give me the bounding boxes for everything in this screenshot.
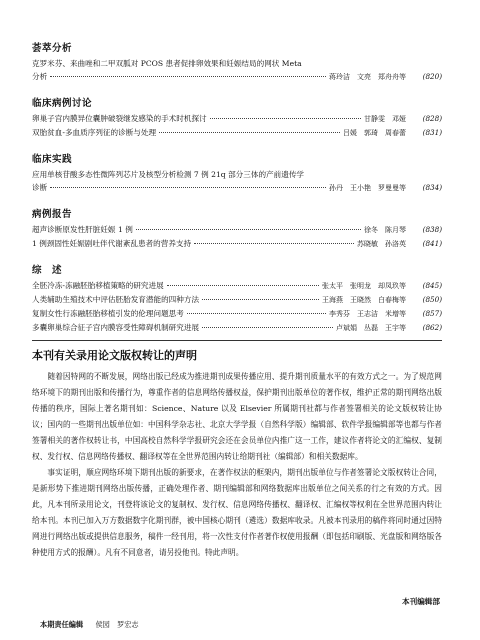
notice-paragraph-1: 随着因特网的不断发展，网络出版已经成为推进期刊成果传播应用、提升期刊质量水平的有效方式之一。为了规范网络环境下的期刊出版和传播行为，尊重作者的信息网络传播权益，保护期刊出版单位的著作权，维护正常的期刊网络出版传播的秩序，国际上著名期刊如：Science、Nature 以及 Elsevier 所属期刊社都与作者签署相关的论文版权转让协议；国内的一些期刊出版单位如：中国科学杂志社、北京大学学报（自然科学版）编辑部、软件学报编辑部等也都与作者签署相关的著作权转让书，中国高校自然科学学报研究会还在会员单位内推广这一工作，建议作者将论文的汇编权、复制权、发行权、信息网络传播权、翻译权等在全世界范围内转让给期刊社（编辑部）和相关数据库。 xyxy=(32,372,442,461)
toc-entry-title: 诊断 xyxy=(32,183,48,192)
toc-entry-title: 克罗米芬、来曲唑和二甲双胍对 PCOS 患者促排卵效果和妊娠结局的网状 Meta xyxy=(32,59,302,68)
notice-paragraph-2: 事实证明，顺应网络环境下期刊出版的新要求，在著作权法的框架内，期刊出版单位与作者签署论文版权转让合同，是新形势下推进期刊网络出版传播，正确处理作者、期刊编辑部和网络数据库出版单位之间关系的行之有效的方式。因此，凡本刊所录用论文，刊登将该论文的复制权、发行权、信息网络传播权、翻译权、汇编权等权利在全世界范围内转让给本刊。本刊已加入万方数据数字化期刊群，被中国核心期刊（遴选）数据库收录。凡被本刊录用的稿件将同时通过因特网进行网络出版或提供信息服务，稿件一经刊用，将一次性支付作者著作权使用报酬（即包括印刷版、光盘版和网络版各种使用方式的报酬）。凡有不同意者，请另投他刊。特此声明。 xyxy=(32,468,442,557)
toc-entry-authors: 吕媛 郭琦 周春蕾 xyxy=(343,129,406,137)
toc-entry-title: 双胎贫血-多血质序列征的诊断与处理 xyxy=(32,128,157,137)
toc-leader-dots xyxy=(167,285,319,286)
toc-entry-authors: 卢斌娟 丛磊 王宇等 xyxy=(336,324,406,332)
toc-entry-title: 分析 xyxy=(32,72,48,81)
toc-entry xyxy=(32,57,442,84)
notice-title: 本刊有关录用论文版权转让的声明 xyxy=(32,349,197,362)
toc-entry-page: (834) xyxy=(422,183,442,192)
copyright-notice xyxy=(32,347,442,561)
toc-entry-line xyxy=(32,57,442,70)
toc-entry xyxy=(32,293,442,307)
toc-entry-title: 多囊卵巢综合征子宫内膜容受性障碍机制研究进展 xyxy=(32,323,200,332)
toc-leader-dots xyxy=(50,187,326,188)
toc-entry-line xyxy=(32,126,442,140)
toc-leader-dots xyxy=(202,327,333,328)
toc-entry-page: (850) xyxy=(422,295,442,304)
toc-section xyxy=(32,262,442,335)
toc-section-title: 病例报告 xyxy=(32,209,73,220)
toc-entry-page: (862) xyxy=(422,323,442,332)
toc-entry-title: 1 例颈固性妊娠剧吐伴代谢紊乱患者的营养支持 xyxy=(32,239,192,248)
toc-leader-dots xyxy=(50,76,326,77)
toc-entry-line xyxy=(32,279,442,293)
toc-entry-authors: 苏晓敏 孙洛英 xyxy=(357,240,406,248)
toc-entry-page: (838) xyxy=(422,225,442,234)
toc-entry xyxy=(32,279,442,293)
toc-entry-authors: 孙丹 王小艳 罗曼曼等 xyxy=(329,184,406,192)
toc-entry xyxy=(32,307,442,321)
toc-leader-dots xyxy=(202,299,319,300)
toc-entry-line xyxy=(32,293,442,307)
toc-section-title: 荟萃分析 xyxy=(32,43,73,54)
toc-entry xyxy=(32,168,442,195)
toc-entry-page: (828) xyxy=(422,114,442,123)
toc-leader-dots xyxy=(210,118,361,119)
toc-entry-authors: 张太平 张明龙 却凤玖等 xyxy=(322,282,406,290)
toc-entry-authors: 王海燕 王晓然 白春梅等 xyxy=(322,296,406,304)
toc-entry-authors: 徐冬 陈月琴 xyxy=(364,226,406,234)
toc-entry-line xyxy=(32,321,442,335)
toc-entry-line xyxy=(32,70,442,84)
toc-entry-page: (841) xyxy=(422,239,442,248)
toc-entry-line xyxy=(32,223,442,237)
toc-section xyxy=(32,151,442,195)
toc-leader-dots xyxy=(136,229,361,230)
footer-editor-label: 本期责任编辑 xyxy=(40,620,84,629)
toc-section-title: 临床病例讨论 xyxy=(32,98,93,109)
toc-entry xyxy=(32,321,442,335)
toc-entry xyxy=(32,237,442,251)
toc-leader-dots xyxy=(194,243,354,244)
footer-editor-names: 侯园 罗宏志 xyxy=(95,620,139,629)
toc-entry-title: 超声诊断原发性肝脏妊娠 1 例 xyxy=(32,225,133,234)
toc-entry xyxy=(32,112,442,126)
toc-entry-title: 全胚冷冻-冻融胚胎移植策略的研究进展 xyxy=(32,281,164,290)
toc-entry-authors: 甘静雯 邓娅 xyxy=(364,115,406,123)
toc-entry-title: 复制女性行冻融胚胎移植引发的伦理问题思考 xyxy=(32,309,184,318)
toc-entry-line xyxy=(32,168,442,181)
toc-entry-authors: 李秀芬 王志洁 米增等 xyxy=(329,310,406,318)
toc-entry-page: (831) xyxy=(422,128,442,137)
toc-entry-authors: 蒋玲洁 文亮 郑舟舟等 xyxy=(329,73,406,81)
toc-section xyxy=(32,206,442,251)
toc-entry-title: 应用单核苷酸多态性微阵列芯片及核型分析检测 7 例 21q 部分三体的产前遗传学 xyxy=(32,170,305,179)
toc-entry-line xyxy=(32,307,442,321)
toc-entry-line xyxy=(32,112,442,126)
toc-entry-page: (857) xyxy=(422,309,442,318)
toc-entry-line xyxy=(32,237,442,251)
toc-entry-title: 人类辅助生殖技术中评估胚胎发育潜能的四种方法 xyxy=(32,295,200,304)
toc-section-title: 综 述 xyxy=(32,265,63,276)
toc-section xyxy=(32,95,442,140)
toc-entry xyxy=(32,223,442,237)
toc-leader-dots xyxy=(187,313,326,314)
toc-section-title: 临床实践 xyxy=(32,154,73,165)
page-footer xyxy=(40,620,139,630)
toc-entry-page: (820) xyxy=(422,72,442,81)
toc-entry-page: (845) xyxy=(422,281,442,290)
toc-entry-line xyxy=(32,181,442,195)
toc-section xyxy=(32,40,442,84)
toc-leader-dots xyxy=(159,132,340,133)
toc-entry xyxy=(32,126,442,140)
section-divider xyxy=(32,340,442,341)
toc-entry-title: 卵巢子宫内膜异位囊肿破裂继发感染的手术时机探讨 xyxy=(32,114,207,123)
notice-signature: 本刊编辑部 xyxy=(402,597,440,606)
table-of-contents xyxy=(32,40,442,335)
